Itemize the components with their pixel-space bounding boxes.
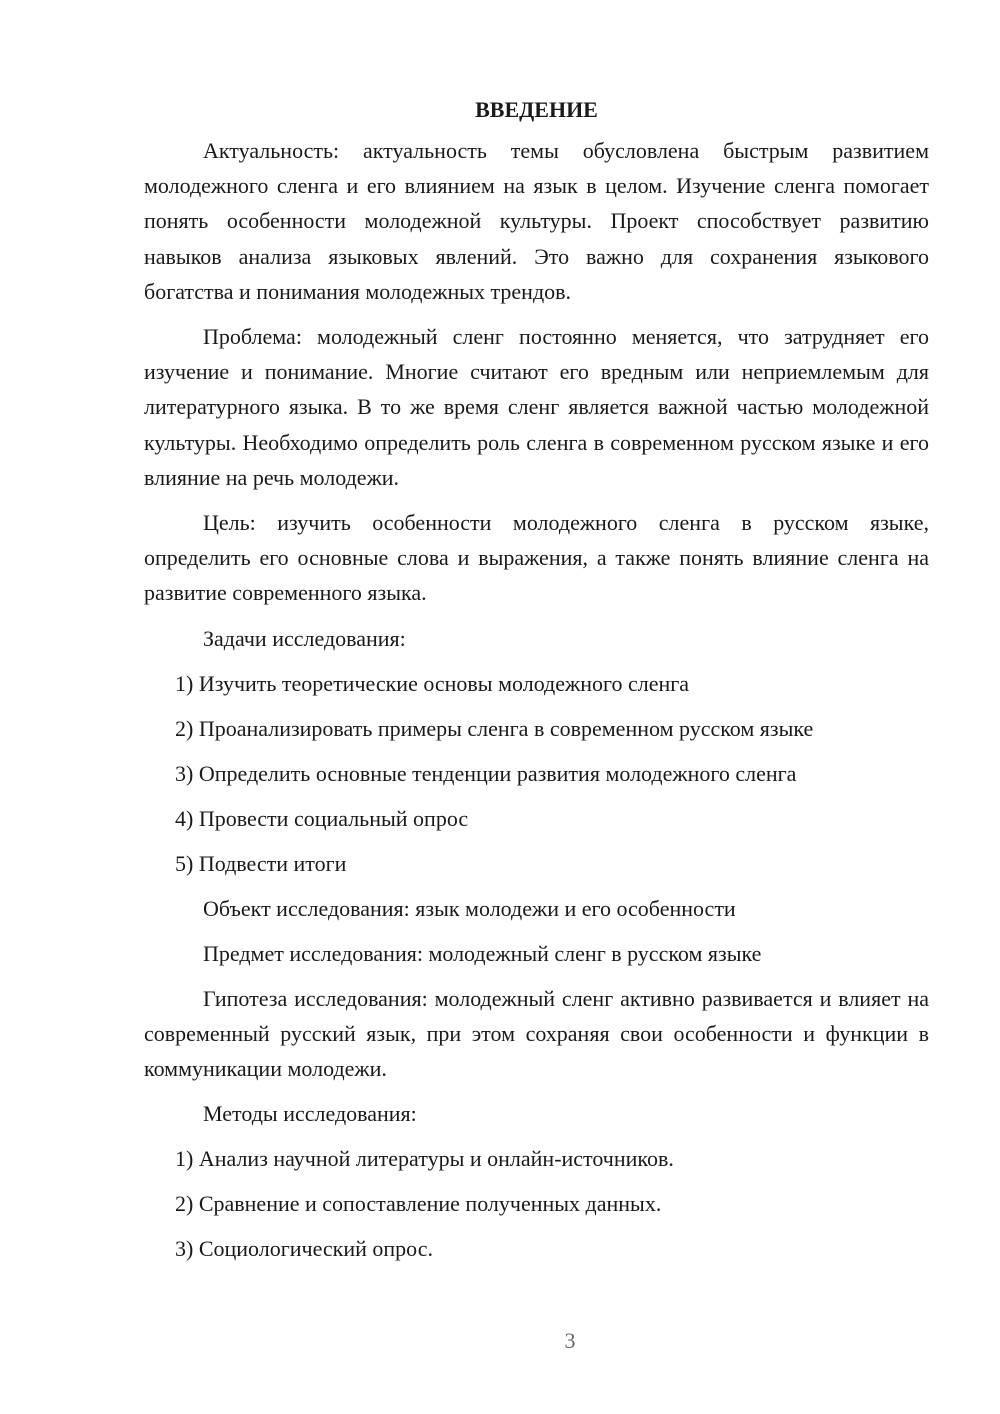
hypothesis-paragraph: Гипотеза исследования: молодежный сленг активно развивается и влияет на современный русский язык, при этом сохраняя свои особенности и функции в коммуникации молодежи.	[144, 985, 929, 1082]
list-item: 3) Социологический опрос.	[175, 1236, 433, 1262]
document-page	[144, 92, 929, 1276]
section-title: ВВЕДЕНИЕ	[475, 97, 598, 122]
list-item: 1) Анализ научной литературы и онлайн-источников.	[175, 1146, 674, 1172]
relevance-paragraph: Актуальность: актуальность темы обусловлена быстрым развитием молодежного сленга и его влиянием на язык в целом. Изучение сленга помогает понять особенности молодежной культуры. Проект способствует развитию навыков анализа языковых явлений. Это важно для сохранения языкового богатства и понимания молодежных трендов.	[144, 138, 929, 304]
list-item: 3) Определить основные тенденции развития молодежного сленга	[175, 760, 797, 786]
object-line: Объект исследования: язык молодежи и его особенности	[203, 895, 736, 921]
list-item: 1) Изучить теоретические основы молодежного сленга	[175, 670, 690, 696]
tasks-heading: Задачи исследования:	[203, 625, 406, 651]
goal-paragraph: Цель: изучить особенности молодежного сленга в русском языке, определить его основные слова и выражения, а также понять влияние сленга на развитие современного языка.	[144, 510, 929, 606]
list-item: 5) Подвести итоги	[175, 850, 347, 876]
problem-paragraph: Проблема: молодежный сленг постоянно меняется, что затрудняет его изучение и понимание. Многие считают его вредным или неприемлемым для литературного языка. В то же время сленг является важной частью молодежной культуры. Необходимо определить роль сленга в современном русском языке и его влияние на речь молодежи.	[144, 324, 929, 490]
methods-heading: Методы исследования:	[203, 1101, 417, 1127]
list-item: 4) Провести социальный опрос	[175, 805, 469, 831]
tasks-list	[144, 666, 929, 881]
methods-list	[144, 1141, 929, 1266]
list-item: 2) Проанализировать примеры сленга в современном русском языке	[175, 715, 814, 741]
page-number: 3	[564, 1328, 576, 1353]
list-item: 2) Сравнение и сопоставление полученных данных.	[175, 1191, 662, 1217]
subject-line: Предмет исследования: молодежный сленг в русском языке	[203, 940, 762, 966]
